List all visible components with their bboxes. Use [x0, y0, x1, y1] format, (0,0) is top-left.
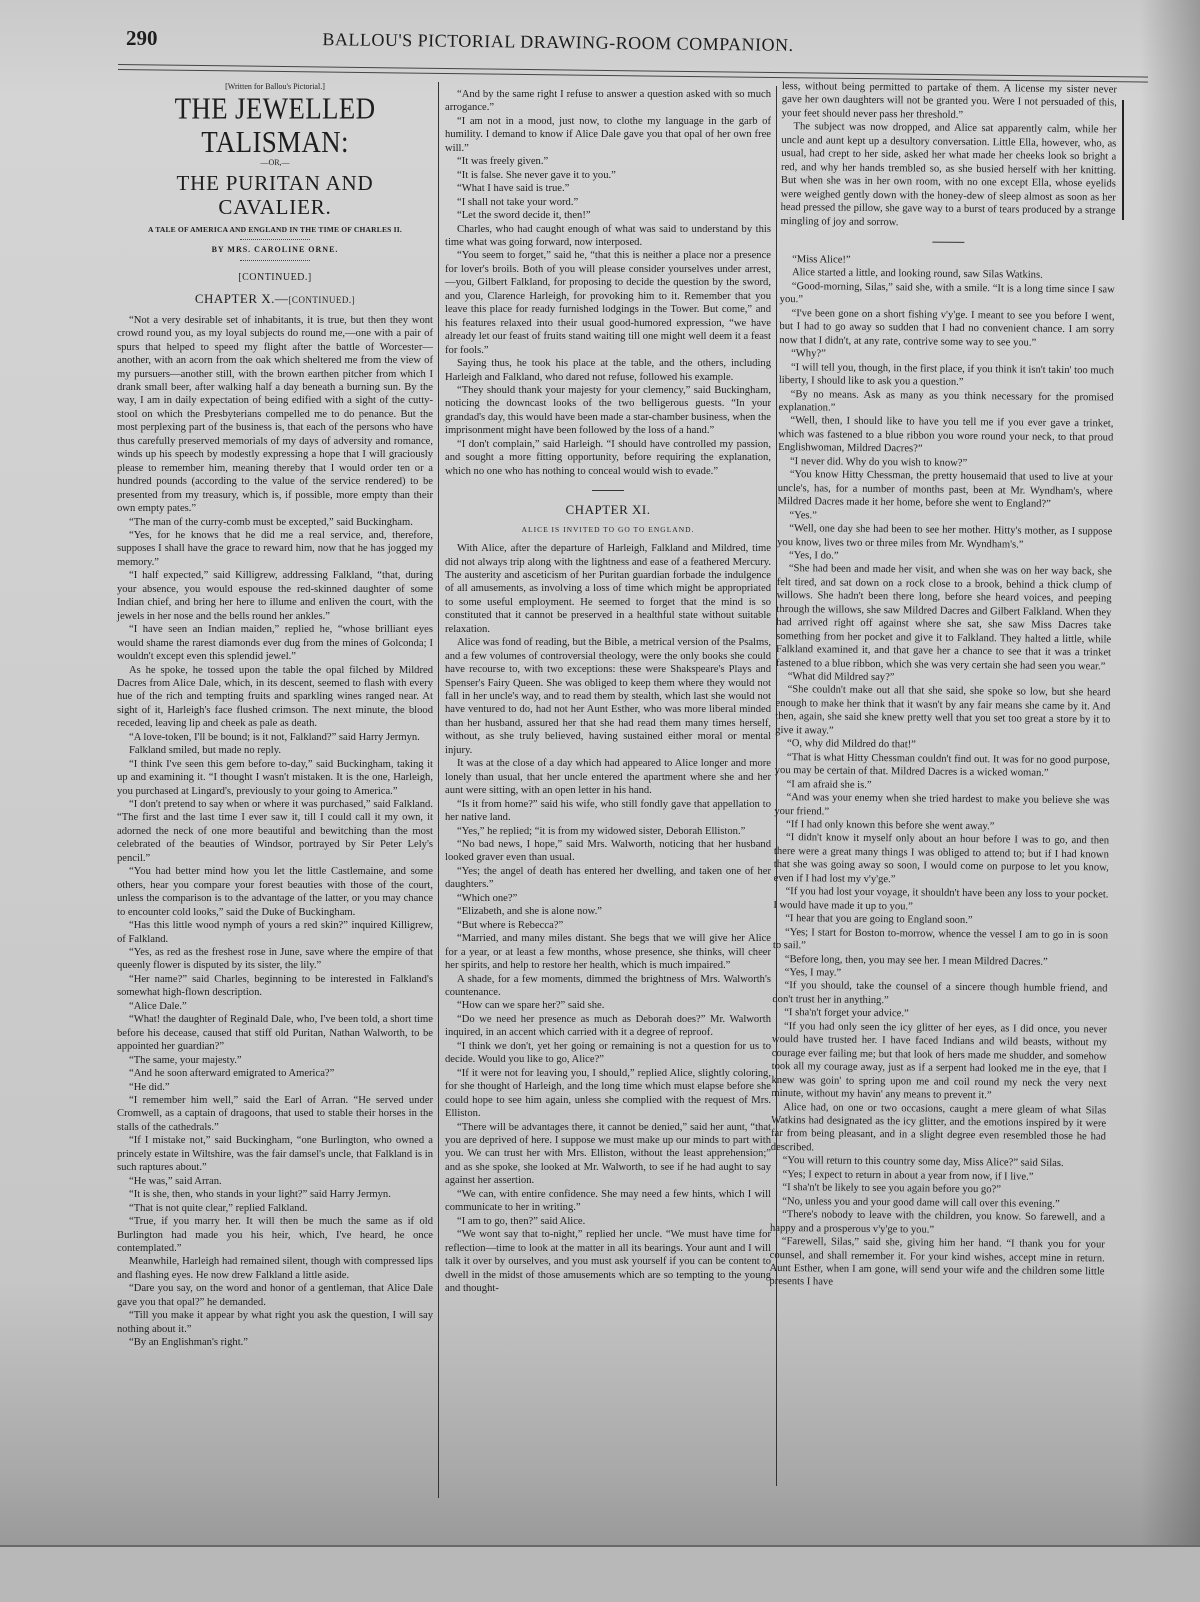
- paragraph: “You know Hitty Chessman, the pretty housemaid that used to live at your uncle's, has, for a number of months past, been at Mr. Wyndham's, where Mildred Dacres made it her home, before she went to England?”: [777, 469, 1113, 510]
- paragraph: Falkland smiled, but made no reply.: [129, 745, 282, 757]
- paragraph: “Alice Dale.”: [129, 1000, 187, 1012]
- paragraph: “No bad news, I hope,” said Mrs. Walworth, noticing that her husband looked graver even than usual.: [445, 839, 771, 864]
- paragraph: “I've been gone on a short fishing v'y'ge. I meant to see you before I went, but I had to go away so sudden that I had no convenient chance. I am sorry now that I didn't, at any rate, contrive some way to see you.”: [779, 307, 1115, 349]
- paragraph: Alice was fond of reading, but the Bible, a metrical version of the Psalms, and a few volumes of controversial theology, were the only books she could have recourse to, with two exceptions: these were Shakspeare's Plays and Spenser's Fairy Queen. She was obliged to keep them where they would not fall in her uncle's way, and to read them by stealth, which last she would not have ventured to do, had not her Aunt Esther, who was more liberal minded than her husband, assured her that she had read them many times herself, without, as she truly believed, having sustained either moral or mental injury.: [445, 637, 771, 756]
- paragraph: “I am afraid she is.”: [786, 778, 872, 791]
- paragraph: “Yes; I start for Boston to-morrow, whence the vessel I am to go in is soon to sail.”: [772, 926, 1109, 952]
- ornament-rule: [240, 239, 310, 240]
- section-divider: [592, 490, 624, 491]
- paragraph: “She couldn't make out all that she said, she spoke so low, but she heard enough to make her think that it wasn't by any fair means she came by it. And then, again, she said she knew pretty well that you set too great a store by it to give it away.”: [775, 684, 1111, 737]
- paragraph: “I don't pretend to say when or where it was purchased,” said Falkland. “The first and the last time I ever saw it, till I could call it my own, it adorned the neck of one more beautiful and bewitching than the most celebrated of the beauties of Windsor, portrayed by Sir Peter Lely's pencil.”: [117, 799, 433, 864]
- paragraph: “Let the sword decide it, then!”: [457, 210, 591, 222]
- paragraph: The subject was now dropped, and Alice sat apparently calm, while her uncle and aunt kept up a desultory conversation. Little Ella, however, who, as usual, had crept to her side, asked her what made her cheeks look so bright a red, and why her hands trembled so, as she busied herself with her knitting. But when she was in her own room, with no one except Ella, whose eyelids were weighed gently down with the honey-dew of sleep almost as soon as her head pressed the pillow, she gave way to a burst of tears produced by a strange mingling of joy and sorrow.: [780, 121, 1117, 228]
- paragraph: “No, unless you and your good dame will call over this evening.”: [782, 1195, 1060, 1210]
- paragraph: “We can, with entire confidence. She may need a few hints, which I will communicate to her in writing.”: [445, 1188, 771, 1214]
- paragraph: With Alice, after the departure of Harleigh, Falkland and Mildred, time did not always trip along with the lightness and ease of a feathered Mercury. The austerity and asceticism of her Puritan guardian forbade the indulgence of all amusements, as involving a loss of time which might be appropriated to some useful employment. He seemed to forget that the mind is so constituted that it cannot be preserved in a healthful state without suitable relaxation.: [445, 543, 771, 635]
- paragraph: “There will be advantages there, it cannot be denied,” said her aunt, “that you are deprived of here. I suppose we must make up our minds to part with you. We can trust her with Mrs. Elliston, without the least apprehension;” and as she spoke, she looked at Mr. Walworth, to see if he had aught to say against her assertion.: [445, 1121, 771, 1187]
- paragraph: Meanwhile, Harleigh had remained silent, though with compressed lips and flashing eyes. He now drew Falkland a little aside.: [117, 1256, 433, 1281]
- paragraph: “Till you make it appear by what right you ask the question, I will say nothing about it.”: [117, 1310, 433, 1335]
- paragraph: “I never did. Why do you wish to know?”: [789, 455, 968, 469]
- paragraph: less, without being permitted to partake of them. A license my sister never gave her own daughters will not be granted you. Were I not persuaded of this, your feet should never pass her threshold.”: [781, 80, 1117, 121]
- paragraph: “I hear that you are going to England soon.”: [785, 913, 973, 927]
- page-number: 290: [126, 26, 158, 50]
- paragraph: “Yes, as red as the freshest rose in June, save where the empire of that queenly flower is disputed by its sister, the lily.”: [117, 947, 433, 972]
- column-2-body-a: [445, 88, 771, 478]
- paragraph: “Has this little wood nymph of yours a red skin?” inquired Killigrew, of Falkland.: [117, 920, 433, 945]
- paragraph: “It is false. She never gave it to you.”: [457, 169, 616, 181]
- byline: BY MRS. CAROLINE ORNE.: [211, 245, 339, 255]
- paragraph: “That is what Hitty Chessman couldn't find out. It was for no good purpose, you may be certain of that. Mildred Dacres is a wicked woman.”: [774, 751, 1110, 780]
- paragraph: “He did.”: [129, 1081, 170, 1093]
- paragraph: “Yes.”: [789, 509, 817, 521]
- paragraph: “Elizabeth, and she is alone now.”: [457, 906, 602, 918]
- story-credit: [Written for Ballou's Pictorial.]: [225, 82, 325, 91]
- paragraph: A shade, for a few moments, dimmed the brightness of Mrs. Walworth's countenance.: [445, 973, 771, 998]
- column-3-body-a: [780, 80, 1117, 231]
- paragraph: “That is not quite clear,” replied Falkland.: [129, 1202, 308, 1214]
- paragraph: “I will tell you, though, in the first place, if you think it isn't takin' too much liberty, I should like to ask you a question.”: [778, 361, 1115, 388]
- column-3: [769, 80, 1117, 1292]
- story-tagline: A TALE OF AMERICA AND ENGLAND IN THE TIME OF CHARLES II.: [148, 224, 402, 234]
- page-edge-shadow: [1140, 0, 1200, 1600]
- paragraph: “She had been and made her visit, and when she was on her way back, she felt tired, and sat down on a rock close to a brook, behind a thick clump of willows. She hadn't been there long, before she heard voices, and peeping through the willows, she saw Mildred Dacres and Gilbert Falkland. When they had arrived right off against where she sat, she saw Miss Dacres take something from her pocket and give it to Falkland. They halted a little, while Falkland examined it, and that gave her a chance to see that it was a trinket fastened to a blue ribbon, which she was very certain she had seen you wear.”: [775, 563, 1112, 672]
- paragraph: “What I have said is true.”: [457, 183, 570, 195]
- paragraph: “By no means. Ask as many as you think necessary for the promised explanation.”: [778, 388, 1114, 414]
- paragraph: “Married, and many miles distant. She begs that we will give her Alice for a year, or at least a few months, whose presence, she thinks, will cheer her spirits, and help to restore her health, which is much impaired.”: [445, 933, 771, 972]
- continued-label: [CONTINUED.]: [238, 271, 312, 283]
- paragraph: “Good-morning, Silas,” said she, with a smile. “It is a long time since I saw you.”: [779, 281, 1115, 306]
- paragraph: “Yes; the angel of death has entered her dwelling, and taken one of her daughters.”: [445, 865, 771, 891]
- chapter-xi-subtitle: ALICE IS INVITED TO GO TO ENGLAND.: [521, 524, 695, 534]
- paragraph: “If I had only known this before she went away.”: [786, 819, 995, 833]
- paragraph: “I half expected,” said Killigrew, addressing Falkland, “that, during your absence, you would espouse the red-skinned daughter of some Indian chief, and bring her here to illume and enliven the court, with the jewels in her nose and the bells round her ankles.”: [117, 570, 433, 622]
- paragraph: “It is she, then, who stands in your light?” said Harry Jermyn.: [129, 1189, 391, 1201]
- chapter-heading: [117, 292, 433, 307]
- column-2: [445, 88, 771, 1295]
- story-title: THE JEWELLED TALISMAN:: [174, 91, 376, 160]
- paragraph: “Her name?” said Charles, beginning to be interested in Falkland's somewhat high-flown description.: [117, 973, 433, 999]
- paragraph: “Before long, then, you may see her. I mean Mildred Dacres.”: [784, 953, 1048, 968]
- paragraph: “True, if you marry her. It will then be much the same as if old Burlington had made you his heir, which, I've heard, he once contemplated.”: [117, 1216, 433, 1254]
- paragraph: “Yes, for he knows that he did me a real service, and, therefore, supposes I shall have the grace to reward him, now that he has jogged my memory.”: [117, 529, 433, 568]
- paragraph: “Not a very desirable set of inhabitants, it is true, but then they wont crowd round you, as my loyal subjects do round me,—one with a pair of spurs that helped to speed my flight after the battle of Worcester—another, with an acorn from the oak which sheltered me from the view of my pursuers—another still, with the brown earthen pitcher from which I drank small beer, after walking half a day beneath a burning sun. By the way, I am in daily expectation of being edified with a sight of the cutty-stool on which the Presbyterians compelled me to do penance. But the most perplexing part of the business is, that each of the persons who have thus carefully preserved memorials of my days of adversity and romance, winds up his speech by modestly expressing a hope that I will graciously please to remember him, meaning thereby that I would order ten or a hundred pounds (according to the value of the service rendered) to be presented from my treasury, which is, if possible, more empty than their own empty pates.”: [117, 314, 433, 515]
- ornament-rule: [240, 260, 310, 261]
- paragraph: “And he soon afterward emigrated to America?”: [129, 1068, 335, 1080]
- page-fold: [0, 1545, 1200, 1602]
- paragraph: Alice started a little, and looking round, saw Silas Watkins.: [791, 267, 1043, 282]
- paragraph: “The man of the curry-comb must be excepted,” said Buckingham.: [129, 516, 413, 528]
- paragraph: “Yes, I do.”: [788, 550, 839, 562]
- paragraph: “If it were not for leaving you, I should,” replied Alice, slightly coloring, for she thought of Harleigh, and the long time which must elapse before she could hope to see him again, unless she complied with the request of Mrs. Elliston.: [445, 1067, 771, 1120]
- paragraph: “And was your enemy when she tried hardest to make you believe she was your friend.”: [774, 792, 1110, 818]
- paragraph: “Farewell, Silas,” said she, giving him her hand. “I thank you for your counsel, and shall remember it. For your kind wishes, accept mine in return. Aunt Esther, when I am gone, will send your wife and the children some little presents I have: [769, 1236, 1105, 1289]
- paragraph: “The same, your majesty.”: [129, 1054, 242, 1066]
- story-subtitle: THE PURITAN AND CAVALIER.: [176, 170, 374, 219]
- paragraph: “You had better mind how you let the little Castlemaine, and some others, hear you compare your forest beauties with those of the court, unless the comparison is to the advantage of the latter, or you may chance to encounter cold looks,” said the Duke of Buckingham.: [117, 866, 433, 918]
- paragraph: “O, why did Mildred do that!”: [786, 738, 916, 751]
- paragraph: “If you should, take the counsel of a sincere though humble friend, and don't trust her in anything.”: [772, 980, 1108, 1007]
- paragraph: “I have seen an Indian maiden,” replied he, “whose brilliant eyes would shame the rarest diamonds ever dug from the mines of Golconda; I wouldn't except even this splendid jewel.”: [117, 624, 433, 663]
- paragraph: “And by the same right I refuse to answer a question asked with so much arrogance.”: [445, 89, 771, 114]
- margin-mark: [1122, 100, 1124, 220]
- paragraph: “I sha'n't forget your advice.”: [784, 1007, 909, 1020]
- paragraph: “Well, then, I should like to have you tell me if you ever gave a trinket, which was fastened to a blue ribbon you wore round your neck, to that proud Englishwoman, Mildred Dacres?”: [778, 415, 1114, 455]
- paragraph: “I am to go, then?” said Alice.: [457, 1215, 586, 1227]
- paragraph: As he spoke, he tossed upon the table the opal filched by Mildred Dacres from Alice Dale, which, in its descent, seemed to flash with every hue of the rich and tempting fruits and sparkling wines ranged near. At sight of it, Harleigh's face flushed crimson. The next minute, the blood receded, leaving lip and cheek as pale as death.: [117, 664, 433, 730]
- paragraph: “What! the daughter of Reginald Dale, who, I've been told, a short time before his decease, caused that stiff old Puritan, Nathan Walworth, to be appointed her guardian?”: [117, 1014, 433, 1053]
- paragraph: “You will return to this country some day, Miss Alice?” said Silas.: [782, 1155, 1064, 1170]
- paragraph: “Which one?”: [457, 892, 518, 904]
- paragraph: “I didn't know it myself only about an hour before I was to go, and then there were a great many things I was obliged to attend to; but if I had known that she was going away so soon, I would come on purpose to let you know, even if I had lost my v'y'ge.”: [773, 832, 1110, 886]
- paragraph: “Yes; I expect to return in about a year from now, if I live.”: [782, 1168, 1034, 1183]
- paragraph: “He was,” said Arran.: [129, 1175, 222, 1187]
- paragraph: “Yes,” he replied; “it is from my widowed sister, Deborah Elliston.”: [457, 825, 746, 837]
- section-divider: [932, 242, 964, 243]
- paragraph: “Is it from home?” said his wife, who still fondly gave that appellation to her native land.: [445, 798, 771, 824]
- paragraph: “How can we spare her?” said she.: [457, 1000, 605, 1012]
- paragraph: “If you had only seen the icy glitter of her eyes, as I did once, you never would have trusted her. I have faced Indians and wild beasts, without my courage ever failing me; but that look of hers made me shudder, and somehow took all my courage away, just as if a serpent had looked me in the eye, that I knew was goin' to spring upon me and coil round my neck the very next minute, without my havin' any means to prevent it.”: [771, 1020, 1108, 1102]
- paragraph: “Do we need her presence as much as Deborah does?” Mr. Walworth inquired, in an accent which carried with it a degree of reproof.: [445, 1013, 771, 1039]
- paragraph: “There's nobody to leave with the children, you know. So farewell, and a happy and a prosperous v'y'ge to you.”: [769, 1209, 1106, 1236]
- paragraph: “I think we don't, yet her going or remaining is not a question for us to decide. Would you like to go, Alice?”: [445, 1040, 771, 1066]
- column-divider: [438, 82, 439, 1498]
- paragraph: “I shall not take your word.”: [457, 196, 579, 208]
- paragraph: “But where is Rebecca?”: [457, 919, 564, 931]
- paragraph: It was at the close of a day which had appeared to Alice longer and more lonely than usual, that her uncle entered the apartment where she and her aunt were sitting, with an open letter in his hand.: [445, 758, 771, 797]
- paragraph: “If I mistake not,” said Buckingham, “one Burlington, who owned a princely estate in Wiltshire, was the fair damsel's uncle, that Falkland is in such raptures about.”: [117, 1135, 433, 1174]
- paragraph: “I don't complain,” said Harleigh. “I should have controlled my passion, and sought a more fitting opportunity, before requiring the explanation, which no one who has nothing to conceal would wish to evade.”: [445, 438, 771, 477]
- paragraph: Saying thus, he took his place at the table, and the others, including Harleigh and Falkland, who dared not refuse, followed his example.: [445, 358, 771, 383]
- chapter-x-continued: [CONTINUED.]: [288, 295, 356, 306]
- paragraph: “Why?”: [791, 348, 826, 360]
- paragraph: “It was freely given.”: [457, 156, 549, 168]
- paragraph: “A love-token, I'll be bound; is it not, Falkland?” said Harry Jermyn.: [129, 731, 420, 743]
- column-3-body-b: [769, 253, 1115, 1292]
- paragraph: “By an Englishman's right.”: [129, 1337, 249, 1349]
- chapter-x-title: CHAPTER X.—: [194, 291, 289, 307]
- paragraph: “We wont say that to-night,” replied her uncle. “We must have time for reflection—time to look at the matter in all its bearings. Your aunt and I will talk it over by ourselves, and you must ask yourself if you can be content to dwell in the midst of those amusements which are so tempting to the young and thought-: [445, 1229, 771, 1294]
- paragraph: “Dare you say, on the word and honor of a gentleman, that Alice Dale gave you that opal?” he demanded.: [117, 1283, 433, 1308]
- paragraph: “Well, one day she had been to see her mother. Hitty's mother, as I suppose you know, lives two or three miles from Mr. Wyndham's.”: [777, 523, 1113, 551]
- paragraph: “If you had lost your voyage, it shouldn't have been any loss to your pocket. I would have made it up to you.”: [773, 886, 1109, 913]
- column-2-body-b: [445, 542, 771, 1295]
- paragraph: “You seem to forget,” said he, “that this is neither a place nor a presence for lover's broils. Both of you will please consider yourselves under arrest,—you, Gilbert Falkland, for proposing to decide the question by the sword, and you, Clarence Harleigh, for provoking him to it. Remember that you leave this place for ready furnished lodgings in the Tower. But come,” and his features relaxed into their usual good-humored expression, “we have already let our feast of fruits stand waiting till one might well deem it a feast for fools.”: [445, 250, 771, 356]
- paragraph: Alice had, on one or two occasions, caught a mere gleam of what Silas Watkins had designated as the icy glitter, and the emotions inspired by it were far from being pleasant, and in a slight degree even resembled those he had described.: [770, 1101, 1107, 1154]
- paragraph: “I remember him well,” said the Earl of Arran. “He served under Cromwell, as a captain of dragoons, that used to stable their horses in the stalls of the cathedrals.”: [117, 1095, 433, 1133]
- paragraph: “Yes, I may.”: [784, 967, 842, 979]
- column-1-body: [117, 314, 433, 1350]
- paragraph: “They should thank your majesty for your clemency,” said Buckingham, noticing the downcast looks of the two belligerous guests. “In your grandad's day, this would have been made a star-chamber business, when the imprisonment might have been followed by the loss of a hand.”: [445, 384, 771, 437]
- paragraph: “I am not in a mood, just now, to clothe my language in the garb of humility. I demand to know if Alice Dale gave you that opal of her own free will.”: [445, 115, 771, 154]
- paragraph: “What did Mildred say?”: [787, 671, 895, 684]
- paragraph: “I sha'n't be likely to see you again before you go?”: [782, 1182, 1002, 1196]
- paragraph: Charles, who had caught enough of what was said to understand by this time what was going forward, now interposed.: [445, 223, 771, 248]
- chapter-xi-title: CHAPTER XI.: [565, 502, 651, 518]
- title-or: —OR,—: [260, 158, 290, 168]
- publication-title: BALLOU'S PICTORIAL DRAWING-ROOM COMPANION.: [322, 29, 794, 55]
- paragraph: “Miss Alice!”: [792, 254, 851, 266]
- paragraph: “I think I've seen this gem before to-day,” said Buckingham, taking it up and examining it. “I thought I wasn't mistaken. It is the one, Harleigh, you purchased at Lingard's, previously to your going to America.”: [117, 758, 433, 797]
- column-1: [117, 80, 433, 1350]
